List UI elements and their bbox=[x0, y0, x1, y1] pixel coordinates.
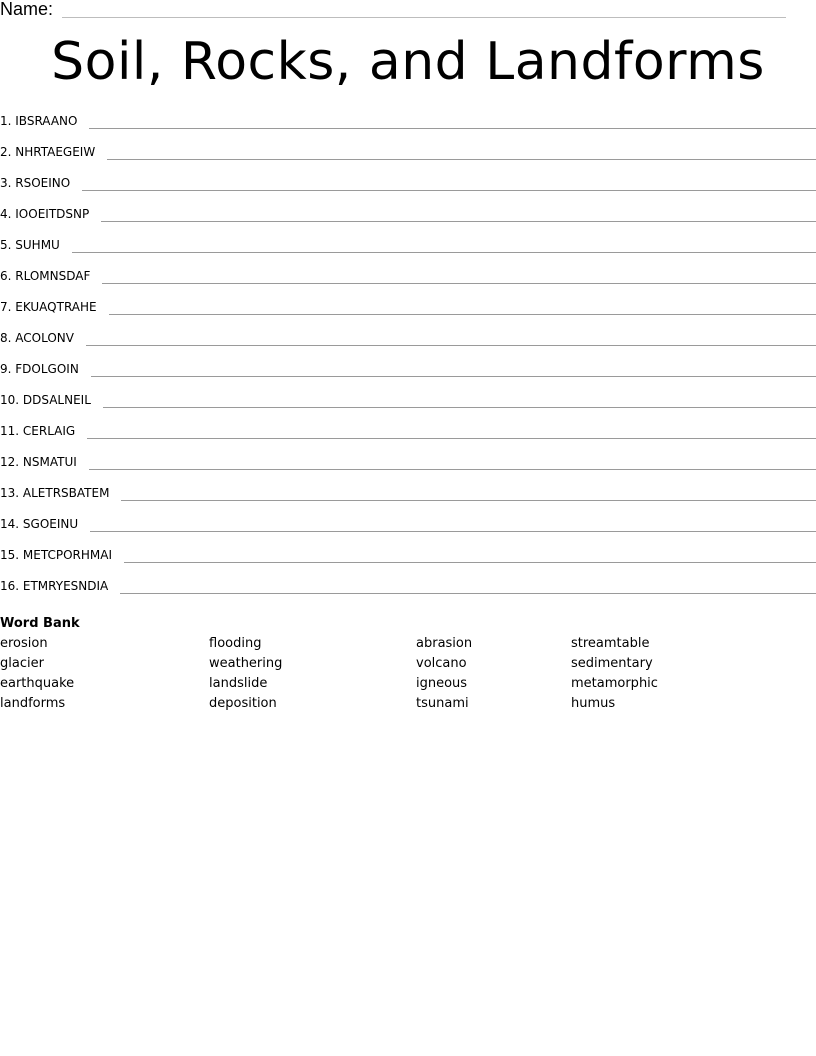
answer-line[interactable] bbox=[102, 283, 816, 284]
question-row bbox=[0, 515, 816, 546]
scrambled-word: 7. EKUAQTRAHE bbox=[0, 300, 97, 314]
question-row bbox=[0, 267, 816, 298]
scrambled-word: 14. SGOEINU bbox=[0, 517, 79, 531]
scrambled-word: 15. METCPORHMAI bbox=[0, 548, 112, 562]
scrambled-word: 3. RSOEINO bbox=[0, 176, 71, 190]
word-bank-item: volcano bbox=[416, 656, 467, 671]
word-bank-item: landslide bbox=[209, 676, 268, 691]
word-bank-row bbox=[0, 635, 816, 655]
answer-line[interactable] bbox=[89, 469, 816, 470]
answer-line[interactable] bbox=[89, 128, 816, 129]
scrambled-word: 12. NSMATUI bbox=[0, 455, 77, 469]
question-row bbox=[0, 546, 816, 577]
question-row bbox=[0, 174, 816, 205]
answer-line[interactable] bbox=[120, 593, 816, 594]
answer-line[interactable] bbox=[109, 314, 816, 315]
worksheet-title: Soil, Rocks, and Landforms bbox=[51, 32, 765, 92]
answer-line[interactable] bbox=[107, 159, 816, 160]
word-bank bbox=[0, 615, 816, 715]
answer-line[interactable] bbox=[121, 500, 816, 501]
question-row bbox=[0, 298, 816, 329]
word-bank-item: tsunami bbox=[416, 696, 469, 711]
word-bank-item: sedimentary bbox=[571, 656, 653, 671]
scrambled-word: 16. ETMRYESNDIA bbox=[0, 579, 109, 593]
word-bank-title: Word Bank bbox=[0, 616, 80, 631]
scrambled-word: 10. DDSALNEIL bbox=[0, 393, 91, 407]
scrambled-word: 6. RLOMNSDAF bbox=[0, 269, 91, 283]
answer-line[interactable] bbox=[72, 252, 816, 253]
name-line[interactable] bbox=[62, 17, 786, 18]
scrambled-word: 8. ACOLONV bbox=[0, 331, 74, 345]
word-bank-item: humus bbox=[571, 696, 616, 711]
question-list bbox=[0, 112, 816, 608]
answer-line[interactable] bbox=[103, 407, 816, 408]
scrambled-word: 1. IBSRAANO bbox=[0, 114, 78, 128]
answer-line[interactable] bbox=[87, 438, 816, 439]
word-bank-item: glacier bbox=[0, 656, 44, 671]
question-row bbox=[0, 236, 816, 267]
answer-line[interactable] bbox=[101, 221, 816, 222]
question-row bbox=[0, 453, 816, 484]
scrambled-word: 9. FDOLGOIN bbox=[0, 362, 79, 376]
word-bank-row bbox=[0, 675, 816, 695]
question-row bbox=[0, 577, 816, 608]
name-field-row bbox=[0, 0, 790, 20]
question-row bbox=[0, 391, 816, 422]
question-row bbox=[0, 143, 816, 174]
question-row bbox=[0, 422, 816, 453]
answer-line[interactable] bbox=[82, 190, 816, 191]
name-label: Name: bbox=[0, 0, 54, 19]
word-bank-item: deposition bbox=[209, 696, 277, 711]
word-bank-item: erosion bbox=[0, 636, 48, 651]
answer-line[interactable] bbox=[90, 531, 816, 532]
word-bank-item: abrasion bbox=[416, 636, 473, 651]
question-row bbox=[0, 205, 816, 236]
word-bank-grid bbox=[0, 635, 816, 715]
word-bank-row bbox=[0, 695, 816, 715]
word-bank-item: flooding bbox=[209, 636, 262, 651]
word-bank-row bbox=[0, 655, 816, 675]
answer-line[interactable] bbox=[86, 345, 816, 346]
word-bank-item: metamorphic bbox=[571, 676, 658, 691]
word-bank-item: landforms bbox=[0, 696, 66, 711]
question-row bbox=[0, 112, 816, 143]
question-row bbox=[0, 360, 816, 391]
question-row bbox=[0, 484, 816, 515]
answer-line[interactable] bbox=[124, 562, 816, 563]
question-row bbox=[0, 329, 816, 360]
word-bank-item: igneous bbox=[416, 676, 468, 691]
word-bank-item: streamtable bbox=[571, 636, 650, 651]
scrambled-word: 13. ALETRSBATEM bbox=[0, 486, 110, 500]
scrambled-word: 2. NHRTAEGEIW bbox=[0, 145, 96, 159]
scrambled-word: 11. CERLAIG bbox=[0, 424, 76, 438]
answer-line[interactable] bbox=[91, 376, 816, 377]
word-bank-item: earthquake bbox=[0, 676, 75, 691]
scrambled-word: 5. SUHMU bbox=[0, 238, 60, 252]
word-bank-item: weathering bbox=[209, 656, 283, 671]
scrambled-word: 4. IOOEITDSNP bbox=[0, 207, 90, 221]
